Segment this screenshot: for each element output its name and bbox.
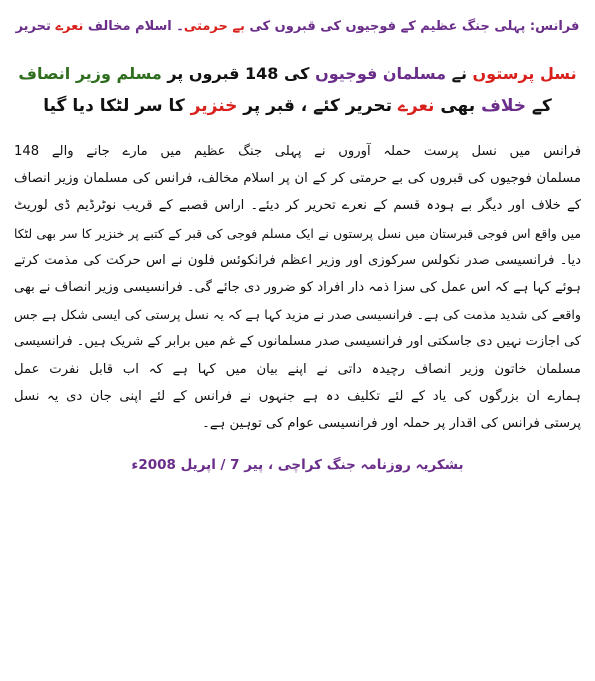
body-line: کے خلاف اور دیگر بے ہودہ قسم کے نعرے تحریر کر دیئے۔ اراس قصبے کے قریب نوٹرڈیم ڈی لوریٹ — [14, 198, 581, 214]
body-line: پرستی فرانس کی اقدار پر حملہ اور فرانسیسی عوام کی توہین ہے۔ — [202, 416, 581, 432]
body-line: ہوئے کہا ہے کہ اس عمل کی سزا ذمہ دار افراد کو ضرور دی جائے گی۔ فرانسیسی وزیر انصاف نے بھی — [14, 280, 581, 296]
headline-segment: نعرے — [55, 19, 84, 34]
body-line: واقعے کی شدید مذمت کی ہے۔ فرانسیسی صدر نے مزید کہا ہے کہ یہ نسل پرستی کی ایسی شکل ہے جس — [14, 307, 581, 323]
body-line: فرانس میں نسل پرست حملہ آوروں نے پہلی جنگ عظیم میں مارے جانے والے 148 — [14, 144, 581, 159]
subheadline-segment: نعرے — [397, 96, 435, 116]
headline-segment: بے حرمتی — [183, 19, 245, 34]
body-line: مسلمان فوجیوں کی قبروں کی بے حرمتی کر کے ان پر اسلام مخالف، فرانس کی مسلمان وزیر انصاف — [14, 171, 581, 187]
subheadline-segment: تحریر کئے ، قبر پر — [237, 96, 398, 116]
subheadline-segment: کا سر لٹکا دیا گیا — [43, 96, 191, 116]
article-body — [14, 138, 581, 437]
subheadline-line-2 — [14, 90, 581, 122]
headline — [14, 8, 581, 46]
subheadline-segment: نے — [446, 64, 467, 83]
headline-segment: فرانس: پہلی جنگ عظیم کے فوجیوں کی قبروں کی — [244, 19, 580, 34]
subheadline-segment: خلاف — [481, 96, 527, 116]
source-credit: بشکریہ روزنامہ جنگ کراچی ، پیر 7 / اپریل 2008ء — [131, 457, 464, 474]
headline-segment: ۔ اسلام مخالف — [83, 19, 184, 34]
subheadline-line-1 — [14, 58, 581, 90]
subheadline-segment: مسلمان فوجیوں — [315, 64, 446, 83]
subheadline-segment: خنزیر — [190, 96, 238, 116]
subheadline-segment: نسل پرستوں — [466, 64, 577, 83]
subheadline-segment: بھی — [434, 96, 482, 116]
body-line: ہمارے ان بزرگوں کی یاد کے لئے تکلیف دہ ہے جنہوں نے فرانس کے لئے اپنی جان دی یہ نسل — [14, 388, 581, 404]
body-line: مسلمان خاتون وزیر انصاف رچیدہ داتی نے اپنے بیان میں کہا ہے کہ اب قابل نفرت عمل — [14, 361, 581, 377]
body-line: میں واقع اس فوجی قبرستان میں نسل پرستوں نے ایک مسلم فوجی کی قبر کے کتبے پر خنزیر کا سر بھی لٹکا — [14, 225, 581, 241]
subheadline-segment: کی 148 قبروں پر — [161, 64, 316, 83]
headline-segment: تحریر — [15, 19, 56, 34]
body-line: کی اجازت نہیں دی جاسکتی اور فرانسیسی صدر مسلمانوں کے غم میں برابر کے شریک ہیں۔ فرانسیسی — [14, 334, 581, 350]
subheadline-block — [14, 58, 581, 122]
subheadline-segment: کے — [526, 96, 552, 116]
subheadline-segment: مسلم وزیر انصاف — [18, 64, 162, 83]
body-line: دیا۔ فرانسیسی صدر نکولس سرکوزی اور وزیر اعظم فرانکوئس فلون نے اس حرکت کی مذمت کرتے — [14, 252, 581, 268]
